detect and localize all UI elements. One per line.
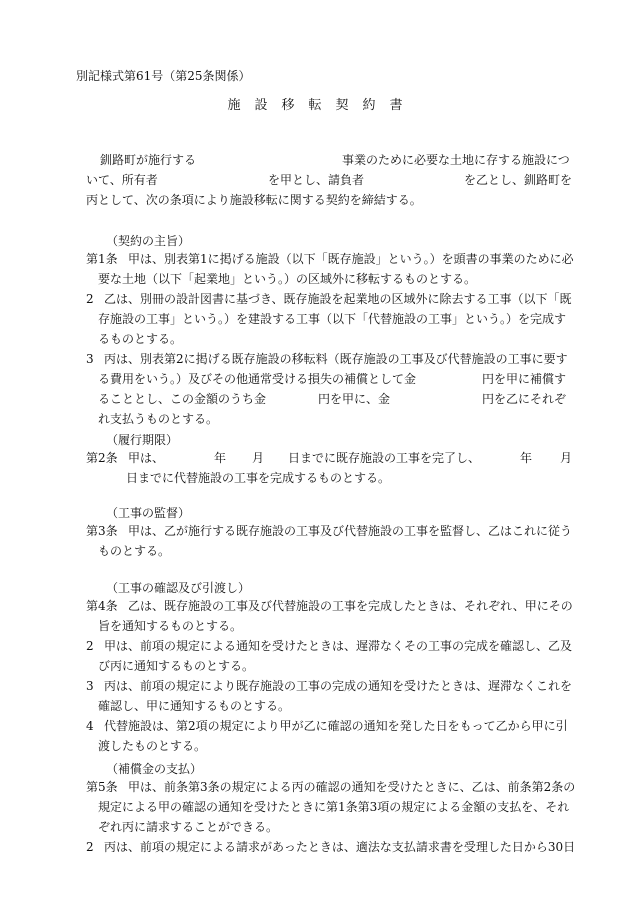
clause-text: 乙は、別冊の設計図書に基づき、既存施設を起業地の区域外に除去する工事（以下「既 xyxy=(104,292,572,306)
paragraph-number: 2 xyxy=(86,639,94,653)
clause-text: ることとし、この金額のうち金 xyxy=(98,392,267,406)
article-heading: （工事の確認及び引渡し） xyxy=(106,581,251,595)
preamble-text: を乙とし、釧路町を xyxy=(464,173,573,187)
clause-text: 旨を通知するものとする。 xyxy=(98,619,243,633)
paragraph-number: 3 xyxy=(86,679,94,693)
clause-text: 甲は、前項の規定による通知を受けたときは、遅滞なくその工事の完成を確認し、乙及 xyxy=(104,639,573,653)
document-title: 施設移転契約書 xyxy=(227,98,417,113)
clause-text: 円を乙にそれぞ xyxy=(482,392,567,406)
clause-text: 甲は、前条第3条の規定による丙の確認の通知を受けたときに、乙は、前条第2条の xyxy=(128,780,576,794)
article-number: 第1条 xyxy=(86,252,118,266)
form-reference: 別記様式第61号（第25条関係） xyxy=(76,69,251,83)
clause-text: 丙は、別表第2に掲げる既存施設の移転料（既存施設の工事及び代替施設の工事に要す xyxy=(104,352,568,366)
clause-text: 渡したものとする。 xyxy=(98,739,207,753)
paragraph-number: 4 xyxy=(86,719,94,733)
clause-text: び丙に通知するものとする。 xyxy=(98,659,255,673)
clause-text: 円を甲に、金 xyxy=(318,392,391,406)
clause-text: 代替施設は、第2項の規定により甲が乙に確認の通知を発した日をもって乙から甲に引 xyxy=(104,719,568,733)
clause-text: る費用をいう。）及びその他通常受ける損失の補償として金 xyxy=(98,372,417,386)
clause-text: ぞれ丙に請求することができる。 xyxy=(98,820,279,834)
article-heading: （履行期限） xyxy=(106,433,179,447)
clause-text: 存施設の工事」という。）を建設する工事（以下「代替施設の工事」という。）を完成す xyxy=(98,312,567,326)
clause-text: 丙は、前項の規定により既存施設の工事の完成の通知を受けたときは、遅滞なくこれを xyxy=(104,679,573,693)
preamble-text: いて、所有者 xyxy=(86,173,158,187)
clause-text: るものとする。 xyxy=(98,332,183,346)
article-number: 第5条 xyxy=(86,780,118,794)
clause-text: 乙は、既存施設の工事及び代替施設の工事を完成したときは、それぞれ、甲にその xyxy=(128,599,573,613)
preamble-text: 丙として、次の条項により施設移転に関する契約を締結する。 xyxy=(86,193,422,207)
article-number: 第3条 xyxy=(86,524,118,538)
clause-text: 月 xyxy=(560,451,573,465)
clause-text: 日までに代替施設の工事を完成するものとする。 xyxy=(126,471,391,485)
article-number: 第2条 xyxy=(86,451,118,465)
clause-text: 月 xyxy=(252,451,265,465)
paragraph-number: 2 xyxy=(86,840,94,854)
clause-text: 甲は、別表第1に掲げる施設（以下「既存施設」という。）を頭書の事業のために必 xyxy=(128,252,574,266)
clause-text: 要な土地（以下「起業地」という。）の区域外に移転するものとする。 xyxy=(98,272,477,286)
clause-text: 円を甲に補償す xyxy=(482,372,567,386)
article-heading: （補償金の支払） xyxy=(106,762,203,776)
clause-text: 年 xyxy=(520,451,533,465)
paragraph-number: 2 xyxy=(86,292,94,306)
clause-text: 年 xyxy=(214,451,227,465)
preamble-text: 事業のために必要な土地に存する施設につ xyxy=(342,153,570,167)
clause-text: 丙は、前項の規定による請求があったときは、適法な支払請求書を受理した日から30日 xyxy=(104,840,576,854)
clause-text: ものとする。 xyxy=(98,544,171,558)
clause-text: 規定による甲の確認の通知を受けたときに第1条第3項の規定による金額の支払を、それ xyxy=(98,800,570,814)
paragraph-number: 3 xyxy=(86,352,94,366)
article-heading: （契約の主旨） xyxy=(106,234,191,248)
article-heading: （工事の監督） xyxy=(106,506,191,520)
clause-text: 甲は、乙が施行する既存施設の工事及び代替施設の工事を監督し、乙はこれに従う xyxy=(128,524,573,538)
preamble-text: を甲とし、請負者 xyxy=(268,173,365,187)
clause-text: 甲は、 xyxy=(128,451,165,465)
preamble-text: 釧路町が施行する xyxy=(100,153,197,167)
clause-text: れ支払うものとする。 xyxy=(98,412,219,426)
clause-text: 確認し、甲に通知するものとする。 xyxy=(98,699,291,713)
article-number: 第4条 xyxy=(86,599,118,613)
clause-text: 日までに既存施設の工事を完了し、 xyxy=(288,451,481,465)
